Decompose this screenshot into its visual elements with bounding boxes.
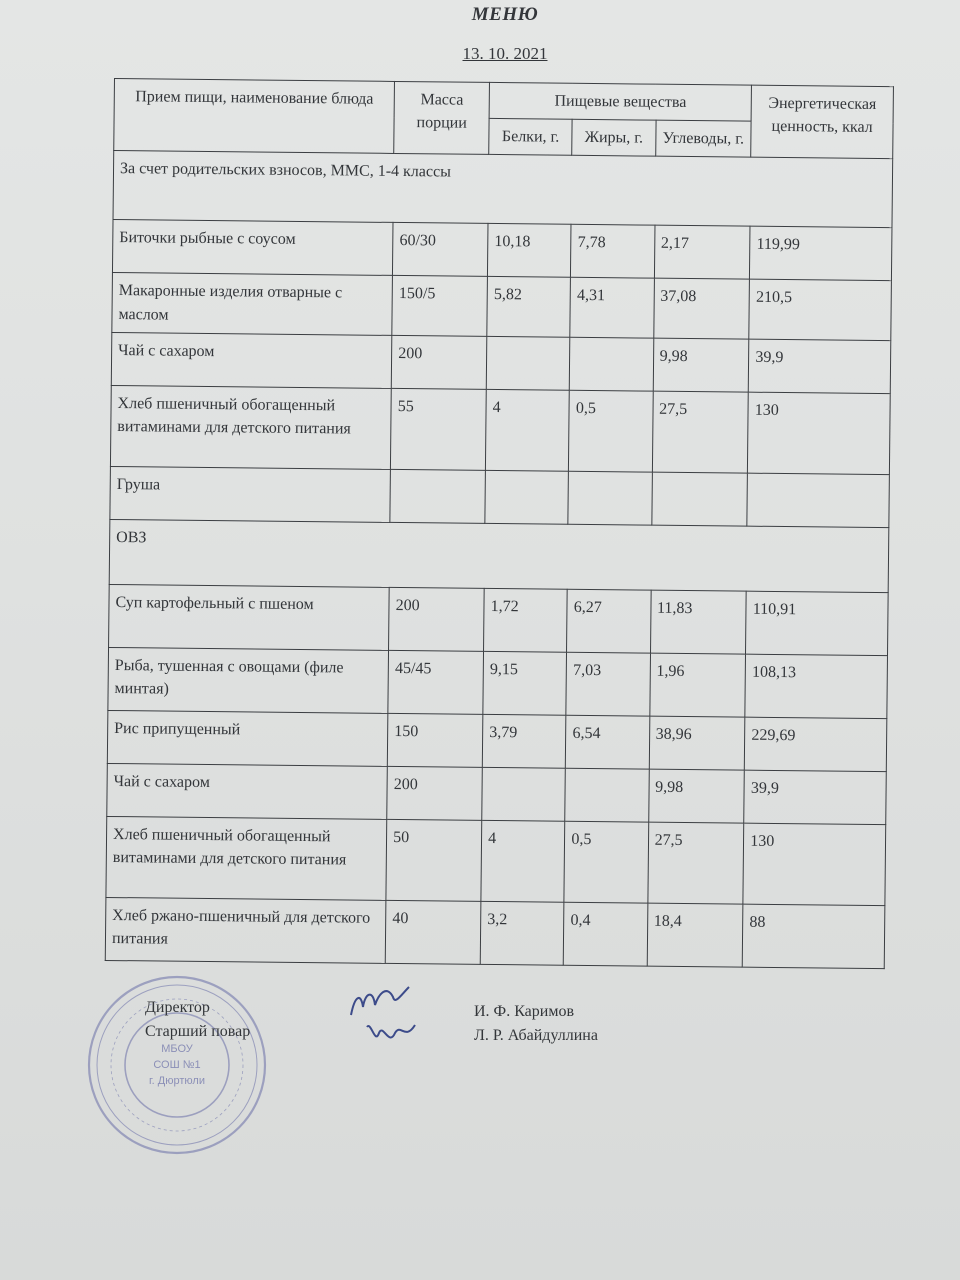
- section-title: ОВЗ: [109, 519, 889, 592]
- director-label: Директор: [145, 999, 210, 1016]
- cell-carbs: 1,96: [649, 653, 745, 717]
- cell-energy: 119,99: [750, 227, 892, 281]
- cell-protein: [486, 336, 570, 390]
- cell-mass: [390, 469, 486, 523]
- header-nutrients: Пищевые вещества: [489, 82, 752, 121]
- cell-dish: Хлеб ржано-пшеничный для детского питания: [105, 897, 386, 963]
- cell-dish: Биточки рыбные с соусом: [112, 220, 393, 276]
- cell-dish: Груша: [110, 466, 391, 522]
- cell-mass: 150: [387, 713, 483, 767]
- cell-energy: 210,5: [749, 280, 891, 341]
- director-name: И. Ф. Каримов: [474, 1003, 574, 1020]
- table-row: [112, 273, 892, 341]
- table-row: [108, 647, 888, 718]
- cell-carbs: 27,5: [652, 391, 749, 473]
- cell-protein: 5,82: [487, 277, 571, 337]
- table-row: [111, 332, 891, 393]
- cell-dish: Чай с сахаром: [107, 763, 388, 819]
- cell-carbs: 11,83: [650, 590, 746, 654]
- cell-protein: 3,79: [482, 714, 566, 768]
- cell-energy: 108,13: [745, 654, 887, 718]
- cell-mass: 60/30: [393, 223, 489, 277]
- header-fat: Жиры, г.: [572, 119, 656, 156]
- cell-energy: 130: [743, 823, 886, 905]
- table-row: [110, 466, 890, 527]
- table-row: [109, 584, 889, 655]
- cell-mass: 45/45: [388, 650, 484, 714]
- stamp-line-3: г. Дюртюли: [149, 1075, 205, 1087]
- cell-protein: [485, 470, 569, 524]
- cell-carbs: 38,96: [649, 716, 745, 770]
- cell-fat: 7,78: [571, 225, 655, 279]
- menu-table: [105, 78, 894, 969]
- cell-dish: Суп картофельный с пшеном: [109, 584, 390, 650]
- cell-dish: Хлеб пшеничный обогащенный витаминами для детского питания: [110, 385, 391, 469]
- document-date: 13. 10. 2021: [462, 44, 548, 63]
- document-title: МЕНЮ: [471, 4, 539, 25]
- cell-carbs: 37,08: [653, 279, 749, 339]
- cell-dish: Рис припущенный: [107, 710, 388, 766]
- cell-carbs: 2,17: [654, 226, 750, 280]
- cell-mass: 55: [391, 388, 487, 470]
- cell-protein: 3,2: [480, 901, 564, 965]
- cell-carbs: 18,4: [647, 903, 743, 967]
- cell-fat: 0,5: [569, 390, 653, 472]
- cell-fat: 0,4: [564, 902, 648, 966]
- table-row: [105, 897, 885, 968]
- signature-names: [474, 1000, 598, 1048]
- cell-protein: 4: [486, 389, 570, 471]
- cell-energy: 39,9: [749, 339, 891, 393]
- cell-fat: 4,31: [570, 278, 654, 338]
- cell-fat: 6,54: [566, 715, 650, 769]
- cell-fat: [570, 337, 654, 391]
- cell-dish: Макаронные изделия отварные с маслом: [112, 273, 393, 335]
- cell-energy: 88: [742, 904, 884, 968]
- header-energy: Энергетическая ценность, ккал: [751, 85, 893, 159]
- cook-name: Л. Р. Абайдуллина: [474, 1027, 598, 1044]
- table-row: [112, 220, 892, 281]
- cell-fat: [565, 768, 649, 822]
- cell-protein: 4: [481, 820, 565, 902]
- section-row: [113, 151, 893, 228]
- stamp-line-2: СОШ №1: [153, 1059, 201, 1071]
- section-title: За счет родительских взносов, ММС, 1-4 классы: [113, 151, 893, 228]
- header-mass: Масса порции: [394, 81, 490, 154]
- cell-energy: [747, 473, 889, 527]
- table-row: [107, 710, 887, 771]
- cell-energy: 229,69: [745, 717, 887, 771]
- section-row: [109, 519, 889, 592]
- cell-protein: 1,72: [484, 588, 568, 652]
- cell-dish: Рыба, тушенная с овощами (филе минтая): [108, 647, 389, 713]
- cell-fat: 0,5: [564, 821, 648, 903]
- cell-fat: 6,27: [567, 589, 651, 653]
- cell-fat: 7,03: [566, 652, 650, 716]
- cell-protein: 10,18: [488, 224, 572, 278]
- cell-protein: [482, 767, 566, 821]
- cook-label: Старший повар: [145, 1023, 251, 1040]
- cell-mass: 50: [386, 819, 482, 901]
- header-carbs: Углеводы, г.: [655, 120, 751, 157]
- cell-mass: 150/5: [392, 276, 488, 336]
- cell-carbs: 27,5: [647, 822, 744, 904]
- header-protein: Белки, г.: [489, 119, 573, 156]
- cell-carbs: 9,98: [648, 769, 744, 823]
- cell-dish: Чай с сахаром: [111, 332, 392, 388]
- cell-mass: 200: [391, 335, 487, 389]
- table-row: [107, 763, 887, 824]
- cell-dish: Хлеб пшеничный обогащенный витаминами для детского питания: [106, 816, 387, 900]
- cell-energy: 39,9: [744, 770, 886, 824]
- cell-mass: 200: [387, 766, 483, 820]
- handwritten-signature: [345, 975, 435, 1055]
- signature-labels: [145, 996, 250, 1044]
- cell-mass: 40: [385, 900, 481, 964]
- stamp-line-1: МБОУ: [161, 1043, 193, 1055]
- cell-fat: [568, 471, 652, 525]
- header-dish: Прием пищи, наименование блюда: [114, 79, 395, 154]
- cell-mass: 200: [389, 587, 485, 651]
- cell-carbs: [651, 472, 747, 526]
- table-row: [110, 385, 890, 474]
- table-row: [106, 816, 886, 905]
- cell-protein: 9,15: [483, 651, 567, 715]
- cell-carbs: 9,98: [653, 338, 749, 392]
- cell-energy: 110,91: [746, 591, 888, 655]
- cell-energy: 130: [748, 392, 891, 474]
